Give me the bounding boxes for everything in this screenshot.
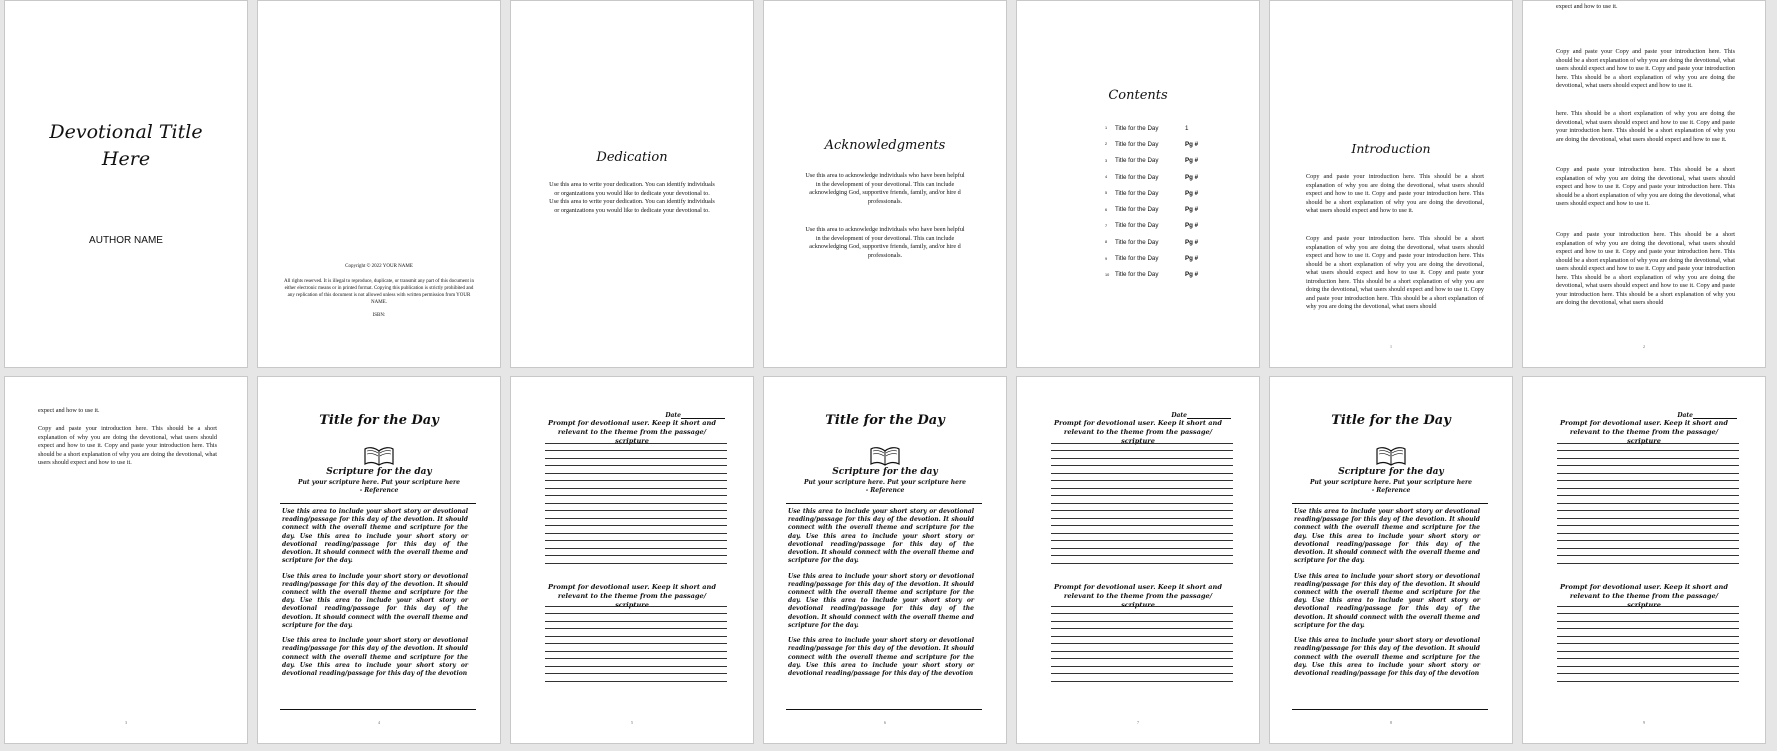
divider	[786, 709, 982, 710]
copyright-block	[258, 263, 500, 319]
writing-lines[interactable]	[1051, 599, 1233, 682]
introduction-paragraph: Copy and paste your introduction here. This should be a short explanation of why you are doing the devotional, what users should expect and how to use it. Copy and paste your introduction here. This should be a short explanation of why you are doing the devotional, what users should expect and how to use it.	[1306, 173, 1484, 215]
toc-entry[interactable]: 2 Title for the Day Pg #	[1105, 140, 1199, 148]
toc-entry[interactable]: 10 Title for the Day Pg #	[1105, 271, 1199, 279]
devotional-prompt: Prompt for devotional user. Keep it short and relevant to the theme from the passage/ scripture	[1560, 419, 1728, 445]
date-field[interactable]: Date	[1171, 412, 1231, 419]
devotional-prompt: Prompt for devotional user. Keep it short and relevant to the theme from the passage/ scripture	[1054, 583, 1222, 609]
toc-entry[interactable]: 1 Title for the Day 1	[1105, 124, 1189, 132]
scripture-text: Put your scripture here. Put your scripture here - Reference	[804, 479, 966, 494]
writing-lines[interactable]	[1557, 436, 1739, 564]
toc-entry[interactable]: 7 Title for the Day Pg #	[1105, 222, 1199, 230]
intro-paragraph: here. This should be a short explanation of why you are doing the devotional, what users should expect and how to use it. Copy and paste your introduction here. This should be a short explanation of why you are doing the devotional, what users should expect and how to use it.	[1556, 110, 1735, 143]
toc-entry[interactable]: 5 Title for the Day Pg #	[1105, 189, 1199, 197]
writing-lines[interactable]	[545, 599, 727, 682]
isbn-label: ISBN:	[372, 313, 386, 318]
contents-page[interactable]	[1016, 0, 1260, 368]
intro-paragraph: Copy and paste your introduction here. This should be a short explanation of why you are doing the devotional, what users should expect and how to use it. Copy and paste your introduction here. This should be a short explanation of why you are doing the devotional, what users should expect and how to use it.	[1556, 166, 1735, 208]
intro-paragraph: Copy and paste your introduction here. This should be a short explanation of why you are doing the devotional, what users should expect and how to use it. Copy and paste your introduction here. This should be a short explanation of why you are doing the devotional, what users should expect and how to use it.	[38, 425, 217, 467]
acknowledgments-page[interactable]	[763, 0, 1007, 368]
scripture-title: Scripture for the day	[326, 467, 432, 477]
day-page[interactable]	[257, 376, 501, 744]
toc-entry[interactable]: 4 Title for the Day Pg #	[1105, 173, 1199, 181]
page-number: 3	[125, 720, 127, 725]
introduction-paragraph: Copy and paste your introduction here. This should be a short explanation of why you are doing the devotional, what users should expect and how to use it. Copy and paste your introduction here. This should be a short explanation of why you are doing the devotional, what users should expect and how to use it. Copy and paste your introduction here. This should be a short explanation of why you are doing the devotional, what users should expect and how to use it. Copy and paste your introduction here. This should be a short explanation of why you are doing the devotional, what users should	[1306, 235, 1484, 311]
day-title: Title for the Day	[1331, 413, 1451, 428]
page-number: 4	[378, 720, 380, 725]
copyright-page[interactable]	[257, 0, 501, 368]
page-number: 8	[1390, 720, 1392, 725]
date-field[interactable]: Date	[665, 412, 725, 419]
day-title: Title for the Day	[319, 413, 439, 428]
introduction-title: Introduction	[1351, 141, 1431, 156]
toc-entry[interactable]: 3 Title for the Day Pg #	[1105, 157, 1199, 165]
dedication-page[interactable]	[510, 0, 754, 368]
writing-lines[interactable]	[1557, 599, 1739, 682]
devotional-story: Use this area to include your short story or devotional reading/passage for this day of the devotion. It should connect with the overall theme and scripture for the day. Use this area to include your short story or devotional reading/passage for this day of the devotion. It should connect with the overall theme and scripture for the day. Use this area to include your short story or devotional reading/passage for this day of the devotion. It should connect with the overall theme and scripture for the day. Use this area to include your short story or devotional reading/passage for this day of the devotion. It should connect with the overall theme and scripture for the day. Use this area to include your short story or devotional reading/passage for this day of the devotion. It should connect with the overall theme and scripture for the day. Use this area to include your short story or devotional reading/passage for this day of the devotion	[788, 508, 974, 677]
devotional-prompt: Prompt for devotional user. Keep it short and relevant to the theme from the passage/ scripture	[1560, 583, 1728, 609]
open-book-icon	[764, 445, 1006, 467]
writing-lines[interactable]	[545, 436, 727, 564]
author-name: AUTHOR NAME	[89, 235, 163, 246]
devotional-story: Use this area to include your short story or devotional reading/passage for this day of the devotion. It should connect with the overall theme and scripture for the day. Use this area to include your short story or devotional reading/passage for this day of the devotion. It should connect with the overall theme and scripture for the day. Use this area to include your short story or devotional reading/passage for this day of the devotion. It should connect with the overall theme and scripture for the day. Use this area to include your short story or devotional reading/passage for this day of the devotion. It should connect with the overall theme and scripture for the day. Use this area to include your short story or devotional reading/passage for this day of the devotion. It should connect with the overall theme and scripture for the day. Use this area to include your short story or devotional reading/passage for this day of the devotion	[1294, 508, 1480, 677]
page-number: 6	[884, 720, 886, 725]
devotional-prompt: Prompt for devotional user. Keep it short and relevant to the theme from the passage/ scripture	[548, 583, 716, 609]
devotional-prompt: Prompt for devotional user. Keep it short and relevant to the theme from the passage/ scripture	[548, 419, 716, 445]
scripture-text: Put your scripture here. Put your scripture here - Reference	[1310, 479, 1472, 494]
divider	[786, 503, 982, 504]
date-field[interactable]: Date	[1677, 412, 1737, 419]
journal-page[interactable]	[1522, 376, 1766, 744]
dedication-title: Dedication	[596, 150, 668, 165]
divider	[280, 503, 476, 504]
devotional-prompt: Prompt for devotional user. Keep it short and relevant to the theme from the passage/ scripture	[1054, 419, 1222, 445]
copyright-line: Copyright © 2022 YOUR NAME	[345, 264, 413, 269]
dedication-body: Use this area to write your dedication. You can identify individuals or organizations you would like to dedicate your devotional to. Use this area to write your dedication. You can identify individuals or organizations you would like to dedicate your devotional to.	[549, 181, 715, 214]
divider	[1292, 709, 1488, 710]
toc-entry[interactable]: 6 Title for the Day Pg #	[1105, 206, 1199, 214]
intro-paragraph: Copy and paste your Copy and paste your introduction here. This should be a short explanation of why you are doing the devotional, what users should expect and how to use it. Copy and paste your introduction here. This should be a short explanation of why you are doing the devotional, what users should expect and how to use it.	[1556, 48, 1735, 90]
cover-page[interactable]	[4, 0, 248, 368]
day-page[interactable]	[763, 376, 1007, 744]
toc-entry[interactable]: 8 Title for the Day Pg #	[1105, 238, 1199, 246]
journal-page[interactable]	[510, 376, 754, 744]
scripture-text: Put your scripture here. Put your scripture here - Reference	[298, 479, 460, 494]
day-title: Title for the Day	[825, 413, 945, 428]
divider	[280, 709, 476, 710]
acknowledgments-title: Acknowledgments	[824, 138, 946, 153]
page-number: 5	[631, 720, 633, 725]
introduction-page[interactable]	[1269, 0, 1513, 368]
scripture-title: Scripture for the day	[1338, 467, 1444, 477]
journal-page[interactable]	[1016, 376, 1260, 744]
open-book-icon	[1270, 445, 1512, 467]
introduction-end-page[interactable]	[4, 376, 248, 744]
acknowledgments-body-2: Use this area to acknowledge individuals who have been helpful in the development of your devotional. This can include acknowledging God, supportive friends, family, and/or hire d professionals.	[805, 226, 965, 259]
copyright-text: All rights reserved. It is illegal to reproduce, duplicate, or transmit any part of this document in either electronic means or in printed format. Copying this publication is strictly prohibited and any replication of this document is not allowed unless with written permission from YOUR NAME.	[283, 279, 475, 305]
open-book-icon	[258, 445, 500, 467]
writing-lines[interactable]	[1051, 436, 1233, 564]
toc-entry[interactable]: 9 Title for the Day Pg #	[1105, 255, 1199, 263]
page-number: 7	[1137, 720, 1139, 725]
page-number: 9	[1643, 720, 1645, 725]
continued-text: expect and how to use it.	[38, 407, 100, 414]
day-page[interactable]	[1269, 376, 1513, 744]
page-number: 1	[1390, 344, 1392, 349]
devotional-title: Devotional Title Here	[49, 121, 203, 170]
scripture-title: Scripture for the day	[832, 467, 938, 477]
devotional-story: Use this area to include your short story or devotional reading/passage for this day of the devotion. It should connect with the overall theme and scripture for the day. Use this area to include your short story or devotional reading/passage for this day of the devotion. It should connect with the overall theme and scripture for the day. Use this area to include your short story or devotional reading/passage for this day of the devotion. It should connect with the overall theme and scripture for the day. Use this area to include your short story or devotional reading/passage for this day of the devotion. It should connect with the overall theme and scripture for the day. Use this area to include your short story or devotional reading/passage for this day of the devotion. It should connect with the overall theme and scripture for the day. Use this area to include your short story or devotional reading/passage for this day of the devotion	[282, 508, 468, 677]
intro-paragraph: Copy and paste your introduction here. This should be a short explanation of why you are doing the devotional, what users should expect and how to use it. Copy and paste your introduction here. This should be a short explanation of why you are doing the devotional, what users should expect and how to use it. Copy and paste your introduction here. This should be a short explanation of why you are doing the devotional, what users should expect and how to use it. Copy and paste your introduction here. This should be a short explanation of why you are doing the devotional, what users should	[1556, 231, 1735, 307]
acknowledgments-body-1: Use this area to acknowledge individuals who have been helpful in the development of your devotional. This can include acknowledging God, supportive friends, family, and/or hire d professionals.	[805, 172, 965, 205]
page-number: 2	[1643, 344, 1645, 349]
introduction-continued-page[interactable]	[1522, 0, 1766, 368]
divider	[1292, 503, 1488, 504]
contents-title: Contents	[1108, 88, 1168, 103]
contents-list	[1105, 120, 1239, 283]
continued-text: expect and how to use it.	[1556, 3, 1618, 10]
